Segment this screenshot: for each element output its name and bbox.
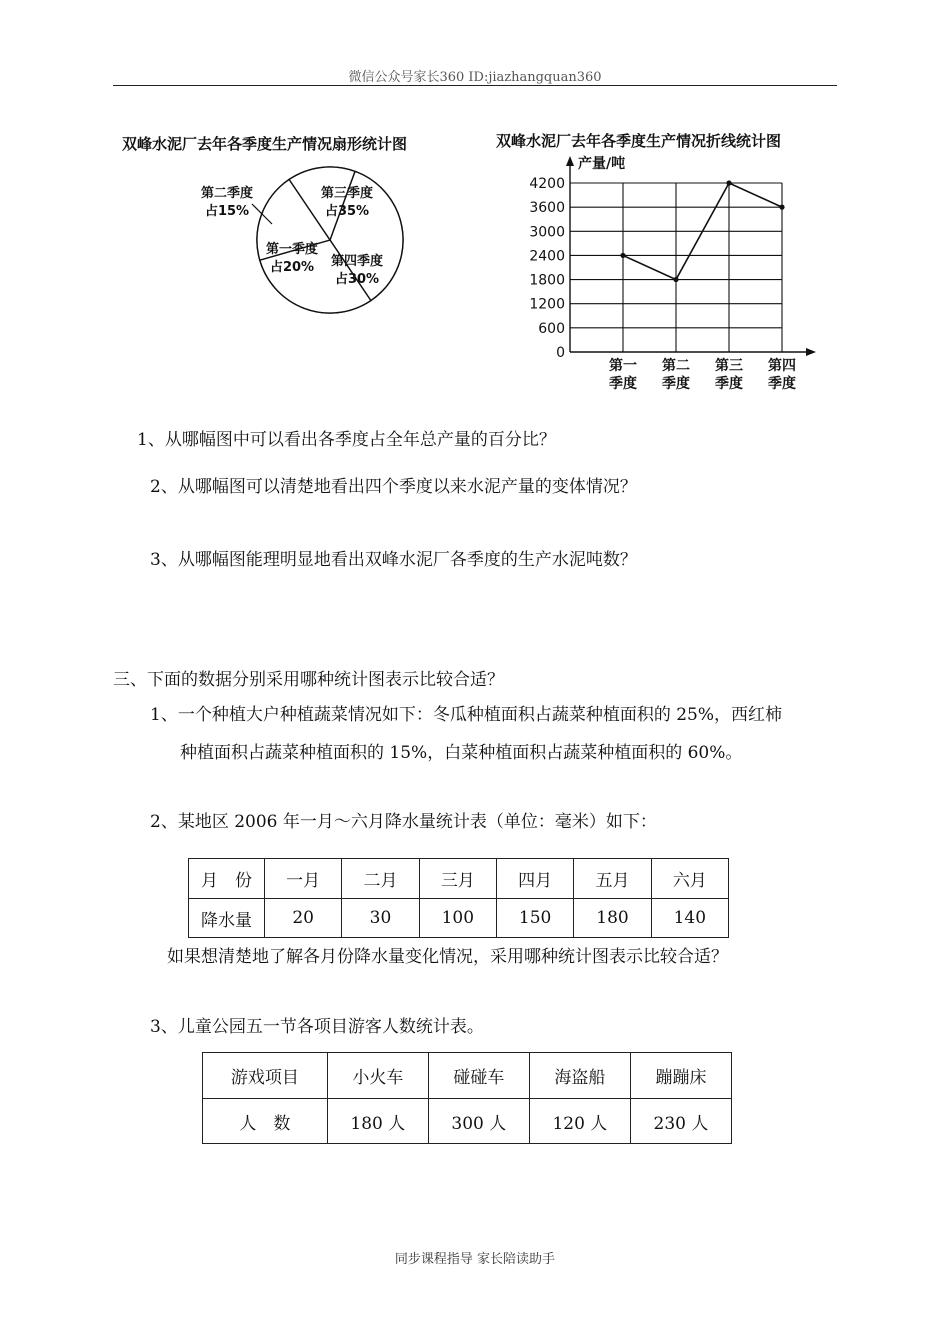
park-header-cell: 蹦蹦床 (630, 1053, 731, 1099)
section-3-q1-line2: 种植面积占蔬菜种植面积的 15%，白菜种植面积占蔬菜种植面积的 60%。 (180, 743, 743, 763)
rainfall-header-cell: 六月 (651, 859, 728, 899)
x-tick-label: 第一 (609, 358, 637, 374)
pie-slice-percent: 占30% (334, 272, 380, 287)
line-chart (520, 150, 840, 395)
y-tick-label: 3600 (529, 200, 565, 217)
park-data-cell: 180 人 (327, 1099, 428, 1144)
rainfall-header-cell: 三月 (419, 859, 496, 899)
park-visitors-table (202, 1052, 732, 1144)
park-header-cell: 海盗船 (529, 1053, 630, 1099)
x-tick-label: 第三 (715, 358, 743, 374)
rainfall-table (188, 858, 729, 938)
line-chart-title: 双峰水泥厂去年各季度生产情况折线统计图 (496, 132, 782, 150)
rainfall-header-cell: 一月 (265, 859, 342, 899)
park-data-cell: 120 人 (529, 1099, 630, 1144)
rainfall-data-cell: 100 (419, 899, 496, 938)
pie-slice-percent: 占35% (324, 204, 370, 219)
pie-chart (180, 150, 440, 325)
rainfall-table-data-row (189, 899, 729, 938)
rainfall-data-cell: 150 (496, 899, 573, 938)
y-axis-label: 产量/吨 (578, 156, 626, 172)
x-tick-label: 季度 (662, 376, 690, 392)
pie-slice-label: 第二季度 (200, 186, 254, 201)
park-data-cell: 300 人 (428, 1099, 529, 1144)
rainfall-data-cell: 降水量 (189, 899, 265, 938)
park-header-cell: 小火车 (327, 1053, 428, 1099)
park-data-cell: 人 数 (203, 1099, 328, 1144)
pie-slice-label: 第一季度 (265, 242, 319, 257)
x-axis-arrow (806, 348, 816, 356)
section-3-q2-question: 如果想清楚地了解各月份降水量变化情况，采用哪种统计图表示比较合适？ (167, 947, 728, 967)
rainfall-header-cell: 月 份 (189, 859, 265, 899)
question-3: 3、从哪幅图能理明显地看出双峰水泥厂各季度的生产水泥吨数？ (150, 550, 637, 570)
x-tick-label: 季度 (768, 376, 796, 392)
section-3-q2-intro: 2、某地区 2006 年一月～六月降水量统计表（单位：毫米）如下： (150, 812, 657, 832)
park-header-cell: 碰碰车 (428, 1053, 529, 1099)
section-3-q1-line1: 1、一个种植大户种植蔬菜情况如下：冬瓜种植面积占蔬菜种植面积的 25%，西红柿 (150, 705, 783, 725)
data-point (620, 253, 625, 258)
data-point (673, 277, 678, 282)
pie-slice-label: 第四季度 (330, 254, 384, 269)
page-header: 微信公众号家长360 ID:jiazhangquan360 (348, 70, 602, 85)
park-table-data-row (203, 1099, 732, 1144)
rainfall-header-cell: 二月 (342, 859, 419, 899)
rainfall-data-cell: 20 (265, 899, 342, 938)
pie-slice-percent: 占20% (269, 260, 315, 275)
park-data-cell: 230 人 (630, 1099, 731, 1144)
data-point (779, 205, 784, 210)
y-tick-label: 2400 (529, 248, 565, 265)
section-3-title: 三、下面的数据分别采用哪种统计图表示比较合适？ (113, 670, 504, 690)
pie-chart-title: 双峰水泥厂去年各季度生产情况扇形统计图 (122, 135, 408, 153)
rainfall-table-header-row (189, 859, 729, 899)
question-2: 2、从哪幅图可以清楚地看出四个季度以来水泥产量的变体情况？ (150, 477, 637, 497)
pie-slice-percent: 占15% (204, 204, 250, 219)
y-tick-label: 1200 (529, 296, 565, 313)
x-tick-label: 季度 (609, 376, 637, 392)
pie-slice-label: 第三季度 (320, 186, 374, 201)
rainfall-data-cell: 30 (342, 899, 419, 938)
y-tick-label: 600 (538, 320, 565, 337)
y-tick-label: 1800 (529, 272, 565, 289)
x-tick-label: 第二 (662, 358, 690, 374)
x-tick-label: 季度 (715, 376, 743, 392)
section-3-q3-intro: 3、儿童公园五一节各项目游客人数统计表。 (150, 1017, 484, 1037)
rainfall-data-cell: 180 (574, 899, 651, 938)
y-tick-label: 0 (556, 345, 565, 361)
y-axis-arrow (566, 156, 574, 166)
rainfall-header-cell: 五月 (574, 859, 651, 899)
question-1: 1、从哪幅图中可以看出各季度占全年总产量的百分比？ (137, 430, 556, 450)
data-point (726, 180, 731, 185)
y-tick-label: 3000 (529, 224, 565, 241)
park-table-header-row (203, 1053, 732, 1099)
park-header-cell: 游戏项目 (203, 1053, 328, 1099)
y-tick-label: 4200 (529, 176, 565, 192)
header-rule (113, 85, 837, 86)
rainfall-header-cell: 四月 (496, 859, 573, 899)
rainfall-data-cell: 140 (651, 899, 728, 938)
page-footer: 同步课程指导 家长陪读助手 (394, 1252, 556, 1267)
x-tick-label: 第四 (768, 358, 796, 374)
